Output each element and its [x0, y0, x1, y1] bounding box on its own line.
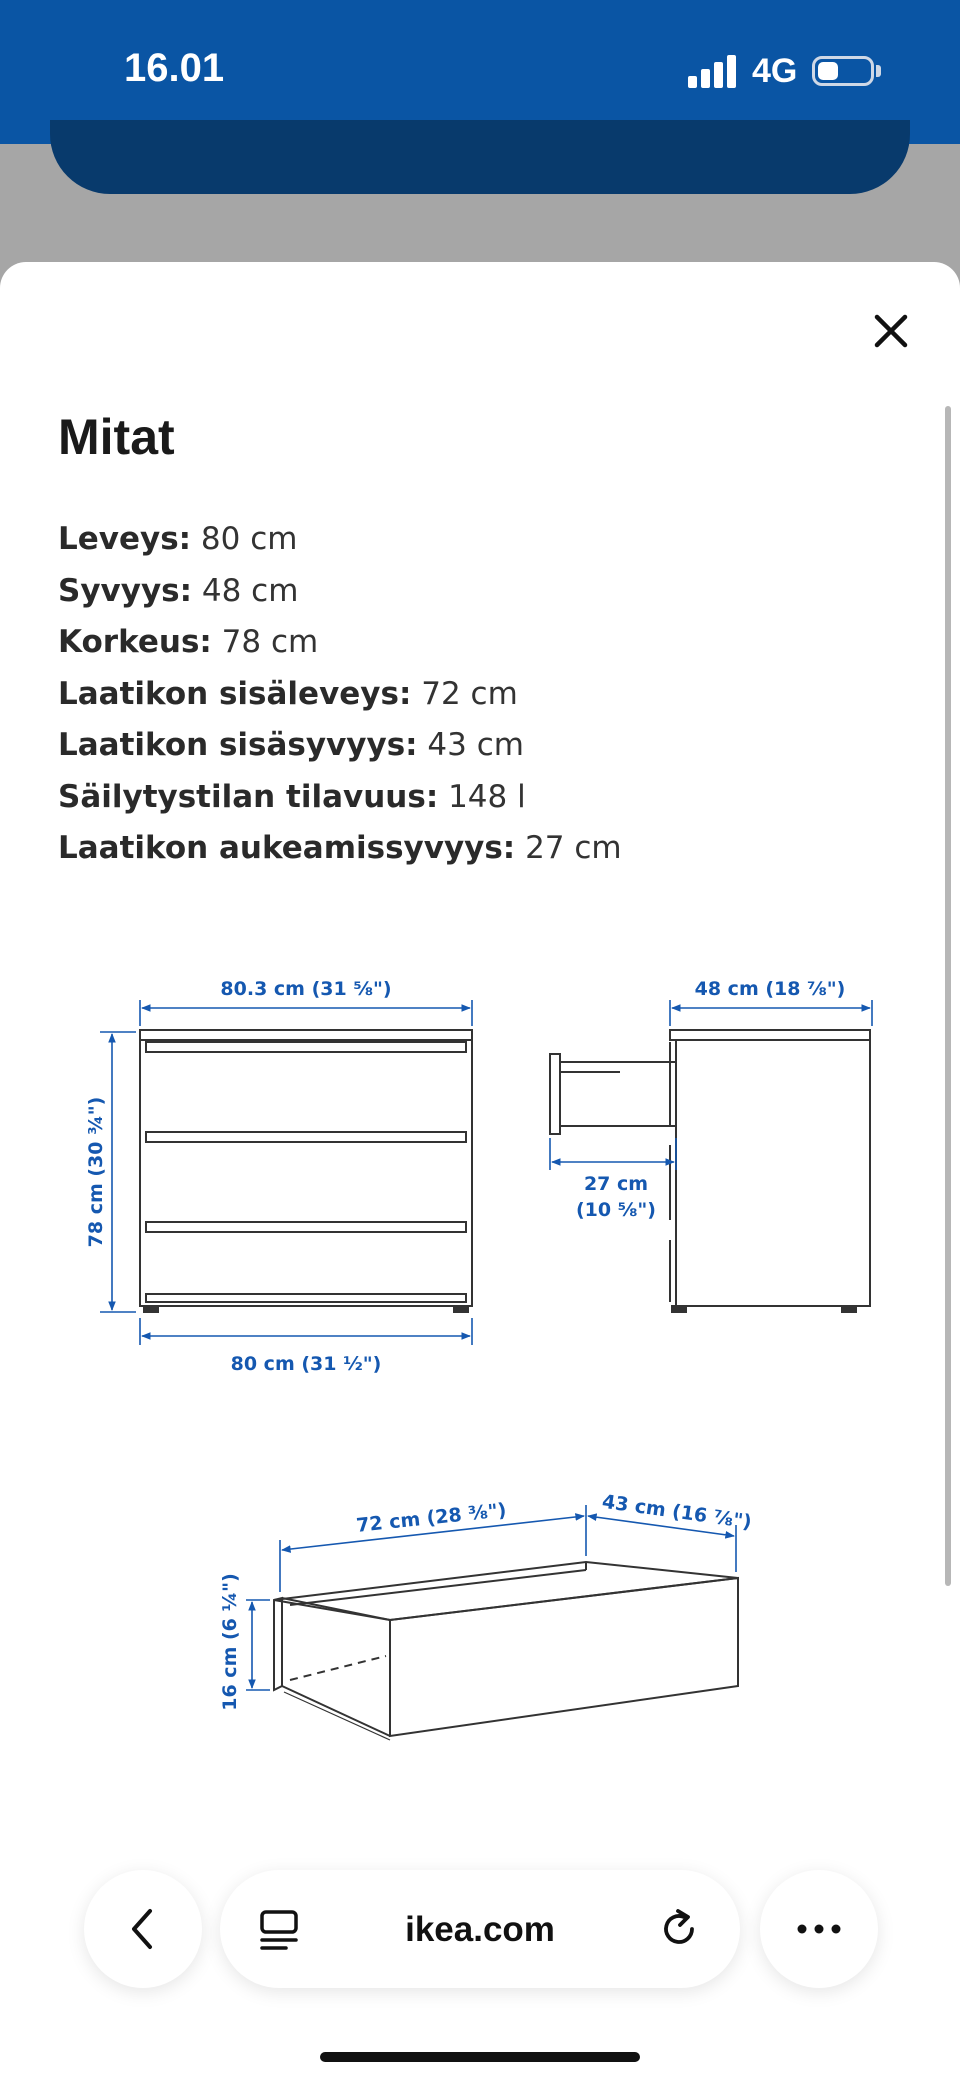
spec-value: 80 cm [191, 521, 298, 557]
background-page-button [50, 120, 910, 194]
spec-label: Laatikon sisäleveys: [58, 675, 412, 712]
drawer-width-label: 72 cm (28 ⅜") [355, 1499, 508, 1537]
close-icon [874, 314, 908, 348]
dimension-diagram [60, 950, 900, 1780]
front-width-label: 80.3 cm (31 ⅝") [220, 978, 392, 1000]
side-dimensions [550, 1000, 872, 1170]
chevron-left-icon [126, 1907, 160, 1951]
front-view-drawing [140, 1030, 472, 1312]
open-depth-label: 27 cm [583, 1173, 649, 1195]
spec-label: Säilytystilan tilavuus: [58, 778, 439, 815]
spec-list [58, 514, 622, 875]
status-time: 16.01 [124, 46, 225, 90]
battery-icon [812, 56, 874, 86]
address-bar[interactable] [220, 1870, 740, 1988]
browser-toolbar [0, 1870, 960, 2010]
spec-label: Syvyys: [58, 572, 193, 609]
spec-label: Laatikon aukeamissyvyys: [58, 830, 516, 866]
spec-row [58, 514, 622, 566]
spec-value: 148 l [438, 778, 526, 815]
height-label: 78 cm (30 ¾") [85, 1096, 107, 1248]
spec-row [58, 617, 622, 669]
spec-row [58, 669, 622, 721]
more-horizontal-icon [796, 1923, 842, 1935]
depth-label: 48 cm (18 ⅞") [694, 978, 846, 1000]
close-button[interactable] [866, 306, 916, 356]
sheet-title: Mitat [58, 409, 175, 465]
spec-row [58, 823, 622, 875]
spec-label: Laatikon sisäsyvyys: [58, 727, 418, 763]
back-button[interactable] [84, 1870, 202, 1988]
spec-value: 43 cm [417, 727, 524, 763]
drawer-height-label: 16 cm (6 ¼") [219, 1573, 241, 1711]
spec-value: 48 cm [192, 572, 299, 609]
network-type: 4G [752, 52, 798, 90]
drawer-drawing [274, 1562, 738, 1740]
side-view-drawing [550, 1030, 870, 1312]
url-text: ikea.com [405, 1910, 555, 1949]
spec-row [58, 720, 622, 772]
drawer-depth-label: 43 cm (16 ⅞") [600, 1490, 753, 1534]
scrollbar[interactable] [945, 406, 951, 1586]
spec-value: 72 cm [411, 675, 518, 712]
base-width-label: 80 cm (31 ½") [230, 1353, 382, 1375]
signal-icon [688, 54, 738, 88]
spec-value: 78 cm [211, 624, 319, 660]
battery-cap [876, 65, 881, 77]
reload-icon[interactable] [656, 1906, 702, 1952]
more-button[interactable] [760, 1870, 878, 1988]
spec-label: Leveys: [58, 521, 192, 557]
home-indicator[interactable] [320, 2052, 640, 2062]
spec-value: 27 cm [515, 830, 622, 866]
open-depth-inch-label: (10 ⅝") [576, 1199, 656, 1221]
spec-label: Korkeus: [58, 624, 212, 660]
spec-row [58, 566, 622, 618]
spec-row [58, 772, 622, 824]
drawer-dimensions [246, 1505, 736, 1690]
